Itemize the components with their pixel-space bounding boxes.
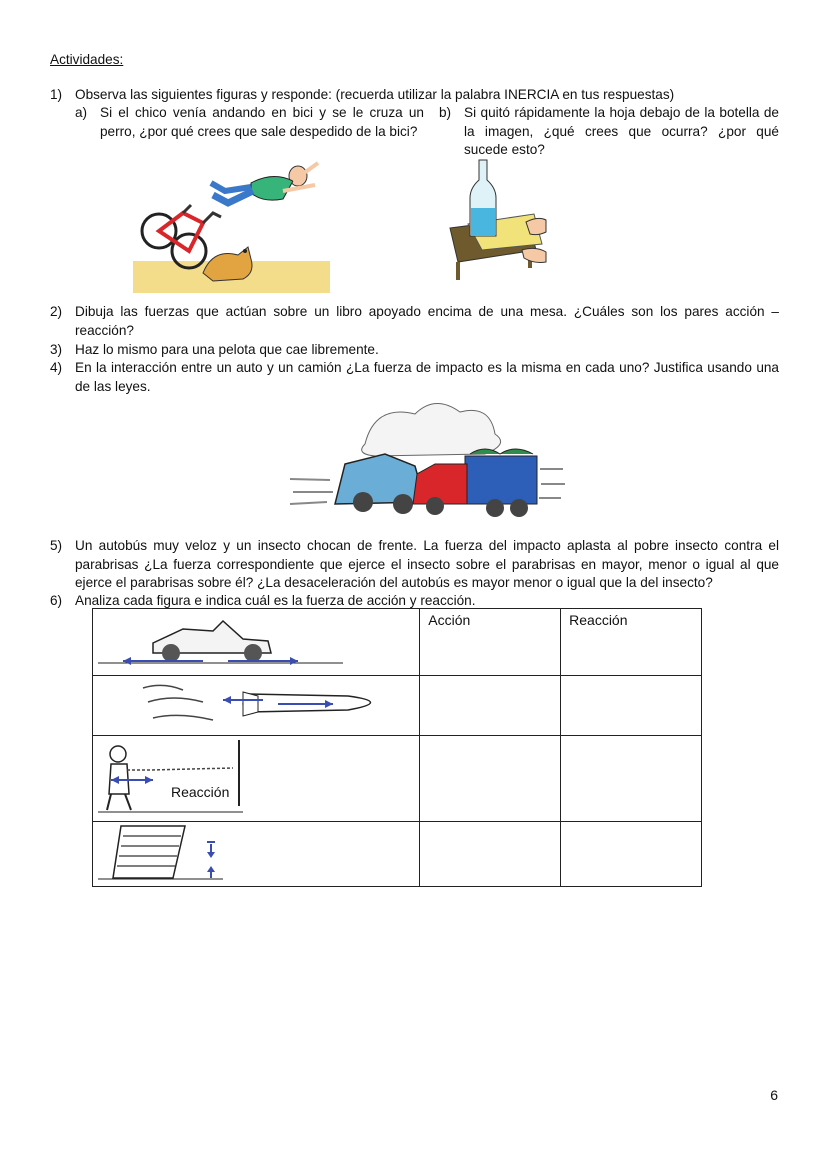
activities-heading: Actividades:: [50, 52, 124, 67]
reaction-cell[interactable]: [561, 736, 702, 822]
table-row: [93, 736, 702, 822]
rocket-illustration: [93, 676, 415, 730]
reaction-image-label: Reacción: [171, 784, 230, 800]
question-1b: [439, 104, 779, 160]
action-reaction-table: [92, 608, 702, 887]
question-1: [50, 86, 779, 105]
row-image-rocket: [93, 675, 420, 736]
subquestion-text: Si el chico venía andando en bici y se le cruza un perro, ¿por qué crees que sale despedido de la bici?: [100, 105, 424, 139]
question-number: 4): [50, 360, 63, 375]
action-cell[interactable]: [420, 675, 561, 736]
row-image-person-wall: [93, 736, 420, 822]
row-image-tower: [93, 821, 420, 887]
question-text: Dibuja las fuerzas que actúan sobre un libro apoyado encima de una mesa. ¿Cuáles son los pares acción – reacción?: [75, 304, 779, 338]
row-image-car: [93, 609, 420, 676]
table-row: [93, 609, 702, 676]
question-5: [50, 537, 779, 593]
subquestion-label: a): [75, 105, 88, 120]
subquestion-label: b): [439, 105, 452, 120]
question-2: [50, 303, 779, 340]
column-header-reaction: Reacción: [561, 609, 702, 676]
question-number: 5): [50, 538, 63, 553]
page-number: 6: [770, 1087, 778, 1103]
question-text: Un autobús muy veloz y un insecto chocan de frente. La fuerza del impacto aplasta al pobre insecto contra el parabrisas ¿La fuerza correspondiente que ejerce el insecto sobre el parabrisas en mayor, menor o igual al que ejerce el parabrisas sobre él? ¿La desaceleración del autobús es mayor menor o igual que la del insecto?: [75, 538, 779, 590]
column-header-action: Acción: [420, 609, 561, 676]
question-1a: [75, 104, 424, 141]
question-text: Observa las siguientes figuras y responde: (recuerda utilizar la palabra INERCIA en tus respuestas): [75, 87, 675, 102]
subquestion-text: Si quitó rápidamente la hoja debajo de la botella de la imagen, ¿qué crees que ocurra? ¿por qué sucede esto?: [464, 105, 779, 157]
car-illustration: [93, 609, 415, 669]
question-number: 2): [50, 304, 63, 319]
question-text: Analiza cada figura e indica cuál es la fuerza de acción y reacción.: [75, 593, 476, 608]
question-number: 3): [50, 342, 63, 357]
reaction-cell[interactable]: [561, 821, 702, 887]
tower-illustration: [93, 822, 415, 881]
bottle-on-paper-illustration: [438, 158, 549, 282]
question-text: En la interacción entre un auto y un camión ¿La fuerza de impacto es la misma en cada uno? Justifica usando una de las leyes.: [75, 360, 779, 394]
question-number: 6): [50, 593, 63, 608]
question-3: [50, 341, 779, 360]
question-4: [50, 359, 779, 396]
question-number: 1): [50, 87, 63, 102]
table-row: [93, 675, 702, 736]
table-row: [93, 821, 702, 887]
boy-falling-off-bike-illustration: [133, 143, 330, 293]
action-cell[interactable]: [420, 736, 561, 822]
reaction-cell[interactable]: [561, 675, 702, 736]
question-text: Haz lo mismo para una pelota que cae libremente.: [75, 342, 379, 357]
person-pushing-wall-illustration: [93, 736, 415, 815]
car-truck-crash-illustration: [285, 394, 568, 536]
action-cell[interactable]: [420, 821, 561, 887]
